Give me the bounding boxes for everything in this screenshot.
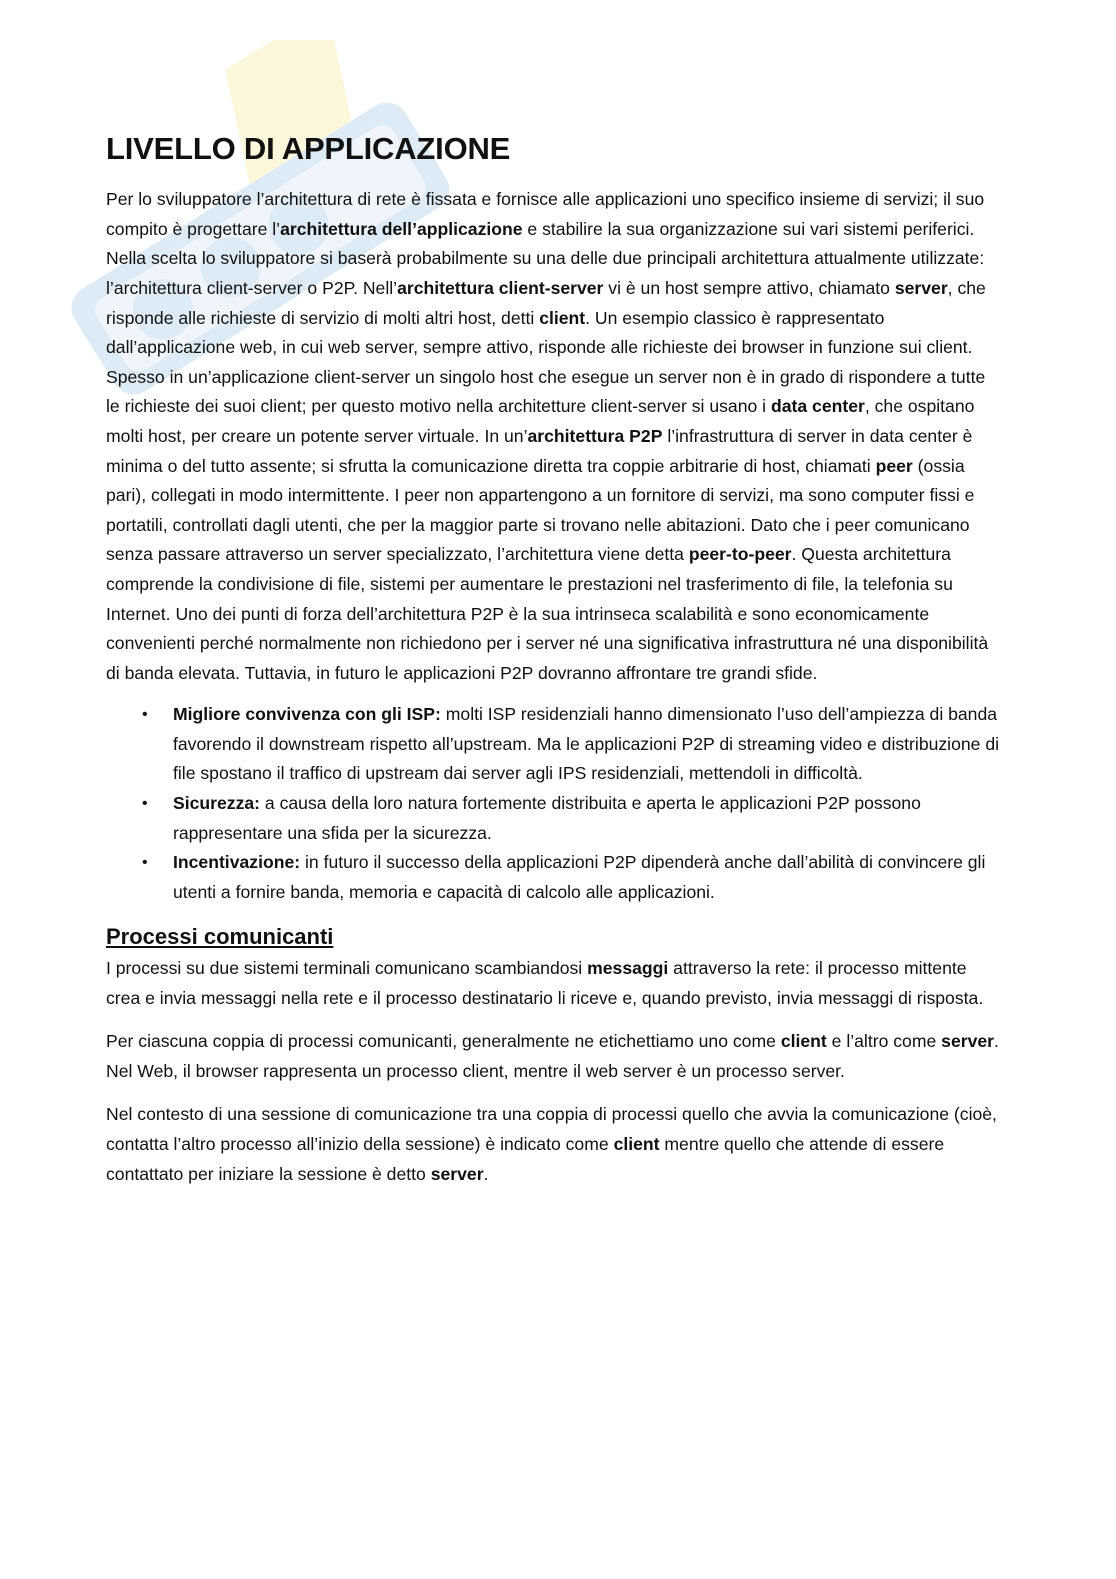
intro-paragraph: Per lo sviluppatore l’architettura di rete è fissata e fornisce alle applicazioni uno specifico insieme di servizi; il suo compito è progettare l’architettura dell’applicazione e stabilire la sua organizzazione sui vari sistemi periferici. Nella scelta lo sviluppatore si baserà probabilmente su una delle due principali architettura attualmente utilizzate: l’architettura client-server o P2P. Nell’architettura client-server vi è un host sempre attivo, chiamato server, che risponde alle richieste di servizio di molti altri host, detti client. Un esempio classico è rappresentato dall’applicazione web, in cui web server, sempre attivo, risponde alle richieste dei browser in funzione sui client. Spesso in un’applicazione client-server un singolo host che esegue un server non è in grado di rispondere a tutte le richieste dei suoi client; per questo motivo nella architetture client-server si usano i data center, che ospitano molti host, per creare un potente server virtuale. In un’architettura P2P l’infrastruttura di server in data center è minima o del tutto assente; si sfrutta la comunicazione diretta tra coppie arbitrarie di host, chiamati peer (ossia pari), collegati in modo intermittente. I peer non appartengono a un fornitore di servizi, ma sono computer fissi e portatili, controllati dagli utenti, che per la maggior parte si trovano nelle abitazioni. Dato che i peer comunicano senza passare attraverso un server specializzato, l’architettura viene detta peer-to-peer. Questa architettura comprende la condivisione di file, sistemi per aumentare le prestazioni nel trasferimento di file, la telefonia su Internet. Uno dei punti di forza dell’architettura P2P è la sua intrinseca scalabilità e sono economicamente convenienti perché normalmente non richiedono per i server né una significativa infrastruttura né una disponibilità di banda elevata. Tuttavia, in futuro le applicazioni P2P dovranno affrontare tre grandi sfide.	[106, 189, 989, 683]
list-item: • Migliore convivenza con gli ISP: molti ISP residenziali hanno dimensionato l’uso dell’ampiezza di banda favorendo il downstream rispetto all’upstream. Ma le applicazioni P2P di streaming video e distribuzione di file spostano il traffico di upstream dai server agli IPS residenziali, mettendoli in difficoltà.	[106, 700, 1001, 789]
document-body	[106, 130, 1001, 1189]
challenges-list	[106, 700, 1001, 907]
bullet-icon: •	[142, 706, 148, 724]
section-heading: Processi comunicanti	[106, 924, 334, 950]
section-paragraph: Per ciascuna coppia di processi comunicanti, generalmente ne etichettiamo uno come client e l’altro come server. Nel Web, il browser rappresenta un processo client, mentre il web server è un processo server.	[106, 1031, 999, 1081]
page-title: LIVELLO DI APPLICAZIONE	[106, 131, 511, 166]
bullet-icon: •	[142, 795, 148, 813]
section-paragraph: Nel contesto di una sessione di comunicazione tra una coppia di processi quello che avvia la comunicazione (cioè, contatta l’altro processo all’inizio della sessione) è indicato come client mentre quello che attende di essere contattato per iniziare la sessione è detto server.	[106, 1104, 997, 1184]
bullet-icon: •	[142, 854, 148, 872]
list-item: • Incentivazione: in futuro il successo della applicazioni P2P dipenderà anche dall’abilità di convincere gli utenti a fornire banda, memoria e capacità di calcolo alle applicazioni.	[106, 848, 1001, 907]
list-item: • Sicurezza: a causa della loro natura fortemente distribuita e aperta le applicazioni P2P possono rappresentare una sfida per la sicurezza.	[106, 789, 1001, 848]
section-paragraph: I processi su due sistemi terminali comunicano scambiandosi messaggi attraverso la rete: il processo mittente crea e invia messaggi nella rete e il processo destinatario li riceve e, quando previsto, invia messaggi di risposta.	[106, 958, 984, 1008]
